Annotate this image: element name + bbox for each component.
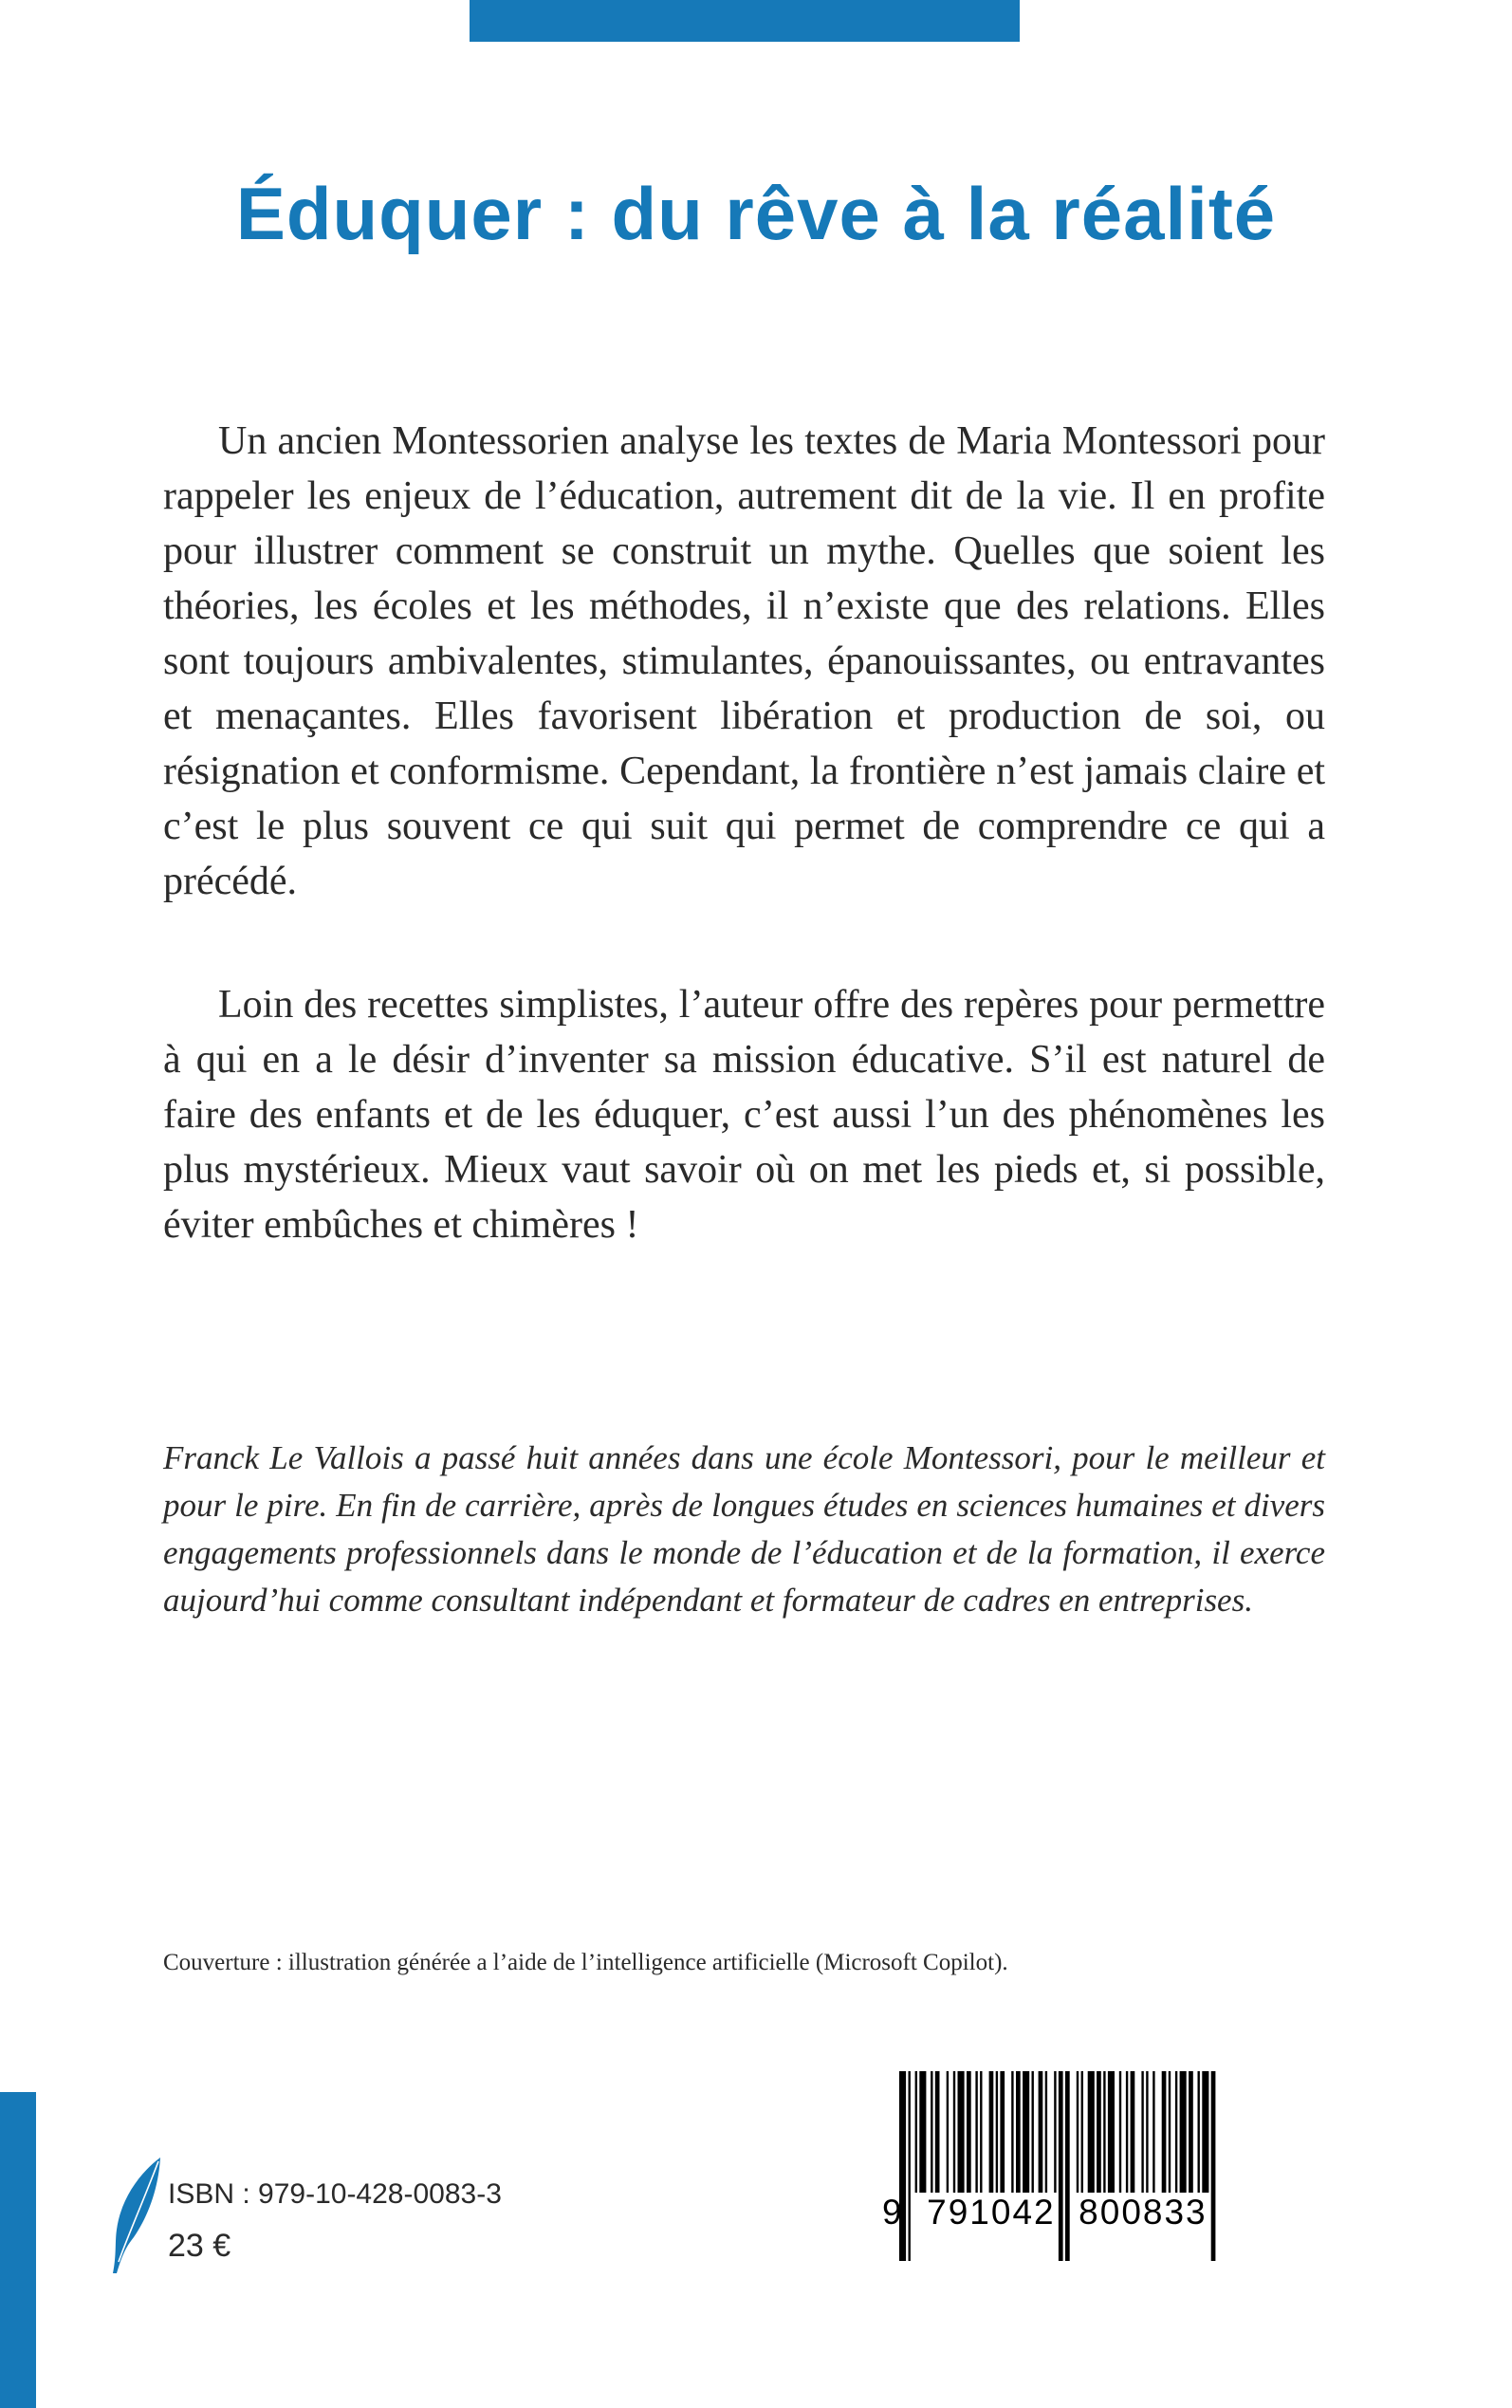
- barcode-bar: [1202, 2071, 1208, 2193]
- barcode-bar: [1152, 2071, 1154, 2193]
- barcode-bar: [975, 2071, 977, 2193]
- barcode-bar: [935, 2071, 940, 2193]
- barcode-bar: [1175, 2071, 1177, 2193]
- barcode: [882, 2064, 1285, 2270]
- barcode-bar: [1088, 2071, 1095, 2193]
- top-accent-bar: [470, 0, 1020, 42]
- summary-paragraph-2: Loin des recettes simplistes, l’auteur offre des repères pour permettre à qui en a le désir d’inventer sa mission éducative. S’il est naturel de faire des enfants et de les éduquer, c’est aussi l’un des phénomènes les plus mystérieux. Mieux vaut savoir où on met les pieds et, si possible, éviter embûches et chimères !: [163, 983, 1325, 1247]
- barcode-bar: [1081, 2071, 1083, 2193]
- price: 23 €: [168, 2228, 231, 2264]
- barcode-bar: [1000, 2071, 1005, 2193]
- author-bio: Franck Le Vallois a passé huit années dans une école Montessori, pour le meilleur et pour le pire. En fin de carrière, après de longues études en sciences humaines et divers engagements professionnels dans le monde de l’éducation et de la formation, il exerce aujourd’hui comme consultant indépendant et formateur de cadres en entreprises.: [163, 1439, 1325, 1619]
- barcode-bar: [1180, 2071, 1187, 2193]
- barcode-bar: [1131, 2071, 1135, 2193]
- barcode-bar: [958, 2071, 965, 2193]
- barcode-bar: [947, 2071, 949, 2193]
- summary-paragraph-1: Un ancien Montessorien analyse les textes de Maria Montessori pour rappeler les enjeux de l’éducation, autrement dit de la vie. Il en profite pour illustrer comment se construit un mythe. Quelles que soient les théories, les écoles et les méthodes, il n’existe que des relations. Elles sont toujours ambivalentes, stimulantes, épanouissantes, ou entravantes et menaçantes. Elles favorisent libération et production de soi, ou résignation et conformisme. Cependant, la frontière n’est jamais claire et c’est le plus souvent ce qui suit qui permet de comprendre ce qui a précédé.: [163, 419, 1325, 903]
- barcode-bar: [996, 2071, 998, 2193]
- barcode-bar: [1119, 2071, 1121, 2193]
- barcode-bar: [1146, 2071, 1148, 2193]
- barcode-bar: [1189, 2071, 1193, 2193]
- barcode-bar: [931, 2071, 932, 2193]
- barcode-bar: [1097, 2071, 1101, 2193]
- feather-icon: [109, 2156, 162, 2275]
- barcode-bar: [1054, 2071, 1056, 2193]
- barcode-bar: [1198, 2071, 1200, 2193]
- barcode-bar: [989, 2071, 994, 2193]
- barcode-bar: [915, 2071, 917, 2193]
- isbn: ISBN : 979-10-428-0083-3: [168, 2178, 502, 2210]
- barcode-bar: [1077, 2071, 1079, 2193]
- barcode-bar: [1108, 2071, 1115, 2193]
- side-accent-bar: [0, 2092, 36, 2408]
- barcode-bar: [1023, 2071, 1029, 2193]
- barcode-bar: [953, 2071, 955, 2193]
- cover-credit: Couverture : illustration générée a l’aide de l’intelligence artificielle (Microsoft Copilot).: [163, 1950, 1008, 1975]
- barcode-bar: [980, 2071, 982, 2193]
- barcode-bar: [1126, 2071, 1128, 2193]
- barcode-bar: [1016, 2071, 1021, 2193]
- barcode-bar: [1162, 2071, 1167, 2193]
- barcode-bar: [1169, 2071, 1171, 2193]
- barcode-bar: [1032, 2071, 1034, 2193]
- barcode-bar: [1045, 2071, 1047, 2193]
- barcode-bar: [1011, 2071, 1013, 2193]
- barcode-bar: [1039, 2071, 1043, 2193]
- barcode-bar: [967, 2071, 971, 2193]
- barcode-digits: 9 791042 800833: [882, 2193, 1208, 2232]
- barcode-bar: [1141, 2071, 1143, 2193]
- barcode-bar: [1103, 2071, 1105, 2193]
- book-title: Éduquer : du rêve à la réalité: [235, 172, 1277, 255]
- barcode-bar: [919, 2071, 926, 2193]
